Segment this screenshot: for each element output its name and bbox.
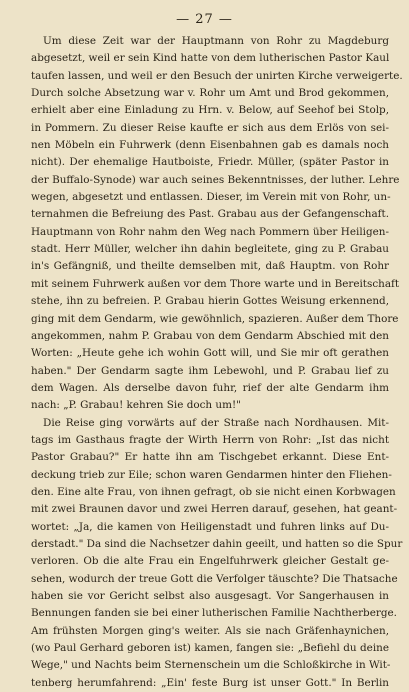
text-line: Am frühsten Morgen ging's weiter. Als sie nach Gräfenhaynichen, [31, 624, 389, 637]
text-line: stadt. Herr Müller, welcher ihn dahin begleitete, ging zu P. Grabau [31, 243, 389, 256]
text-line: nach: „P. Grabau! kehren Sie doch um!" [31, 399, 241, 412]
text-line: angekommen, nahm P. Grabau von dem Gendarm Abschied mit den [31, 329, 389, 342]
text-line: Die Reise ging vorwärts auf der Straße nach Nordhausen. Mit- [43, 416, 389, 429]
text-line: mit zwei Braunen davor und zwei Herren darauf, gesehen, hat geant- [31, 503, 398, 516]
text-line: nen Möbeln ein Fuhrwerk (denn Eisenbahnen gab es damals noch [31, 139, 389, 152]
text-line: (wo Paul Gerhard geboren ist) kamen, fangen sie: „Befiehl du deine [31, 642, 389, 655]
text-line: taufen lassen, und weil er den Besuch der unirten Kirche verweigerte. [31, 69, 403, 82]
text-line: tags im Gasthaus fragte der Wirth Herrn von Rohr: „Ist das nicht [31, 433, 389, 446]
body-text [31, 33, 403, 692]
text-line: ging mit dem Gendarm, wie gewöhnlich, spazieren. Außer dem Thore [31, 312, 399, 325]
text-line: haben." Der Gendarm sagte ihm Lebewohl, und P. Grabau lief zu [31, 364, 389, 377]
text-line: deckung trieb zur Eile; schon waren Gendarmen hinter den Fliehen- [31, 468, 392, 481]
page-number: — 27 — [176, 12, 233, 27]
text-line: Worten: „Heute gehe ich wohin Gott will, und Sie mir oft gerathen [31, 347, 389, 360]
text-line: der Buffalo-Synode) war auch seines Bekenntnisses, der luther. Lehre [31, 173, 400, 186]
text-line: Pastor Grabau?" Er hatte ihn am Tischgebet erkannt. Diese Ent- [31, 451, 389, 464]
text-line: mit seinem Fuhrwerk außen vor dem Thore warte und in Bereitschaft [31, 277, 400, 290]
text-line: in Pommern. Zu dieser Reise kaufte er sich aus dem Erlös von sei- [31, 121, 389, 134]
text-line: Wege," und Nachts beim Sternenschein um die Schloßkirche in Wit- [31, 659, 391, 672]
text-line: abgesetzt, weil er sein Kind hatte von dem lutherischen Pastor Kaul [31, 52, 390, 65]
text-line: in's Gefängniß, und theilte demselben mit, daß Hauptm. von Rohr [31, 260, 389, 273]
text-line: tenberg herumfahrend: „Ein' feste Burg ist unser Gott." In Berlin [31, 676, 389, 689]
text-line: verloren. Ob die alte Frau ein Engelfuhrwerk gleicher Gestalt ge- [31, 555, 389, 568]
text-line: Bennungen fanden sie bei einer lutherischen Familie Nachtherberge. [31, 607, 397, 620]
text-line: Um diese Zeit war der Hauptmann von Rohr zu Magdeburg [43, 35, 389, 47]
text-line: dem Wagen. Als derselbe davon fuhr, rief der alte Gendarm ihm [31, 381, 389, 394]
text-line: ternahmen die Befreiung des Past. Grabau aus der Gefangenschaft. [31, 208, 389, 221]
text-line: stehe, ihn zu befreien. P. Grabau hierin Gottes Weisung erkennend, [31, 295, 389, 308]
text-line: Hauptmann von Rohr nahm den Weg nach Pommern über Heiligen- [31, 225, 389, 238]
text-line: den. Eine alte Frau, von ihnen gefragt, ob sie nicht einen Korbwagen [31, 485, 396, 498]
text-line: wegen, abgesetzt und entlassen. Dieser, im Verein mit von Rohr, un- [31, 191, 391, 204]
text-line: nicht). Der ehemalige Hautboiste, Friedr. Müller, (später Pastor in [31, 156, 389, 169]
text-line: Durch solche Absetzung war v. Rohr um Amt und Brod gekommen, [31, 87, 389, 100]
text-line: sehen, wodurch der treue Gott die Verfolger täuschte? Die Thatsache [31, 572, 398, 585]
text-line: haben sie vor Gericht selbst also ausgesagt. Vor Sangerhausen in [31, 590, 389, 602]
text-line: erhielt aber eine Einladung zu Hrn. v. Below, auf Seehof bei Stolp, [31, 104, 389, 117]
text-line: wortet: „Ja, die kamen von Heiligenstadt und fuhren links auf Du- [31, 520, 389, 533]
text-line: derstadt." Da sind die Nachsetzer dahin geeilt, und hatten so die Spur [31, 537, 403, 550]
